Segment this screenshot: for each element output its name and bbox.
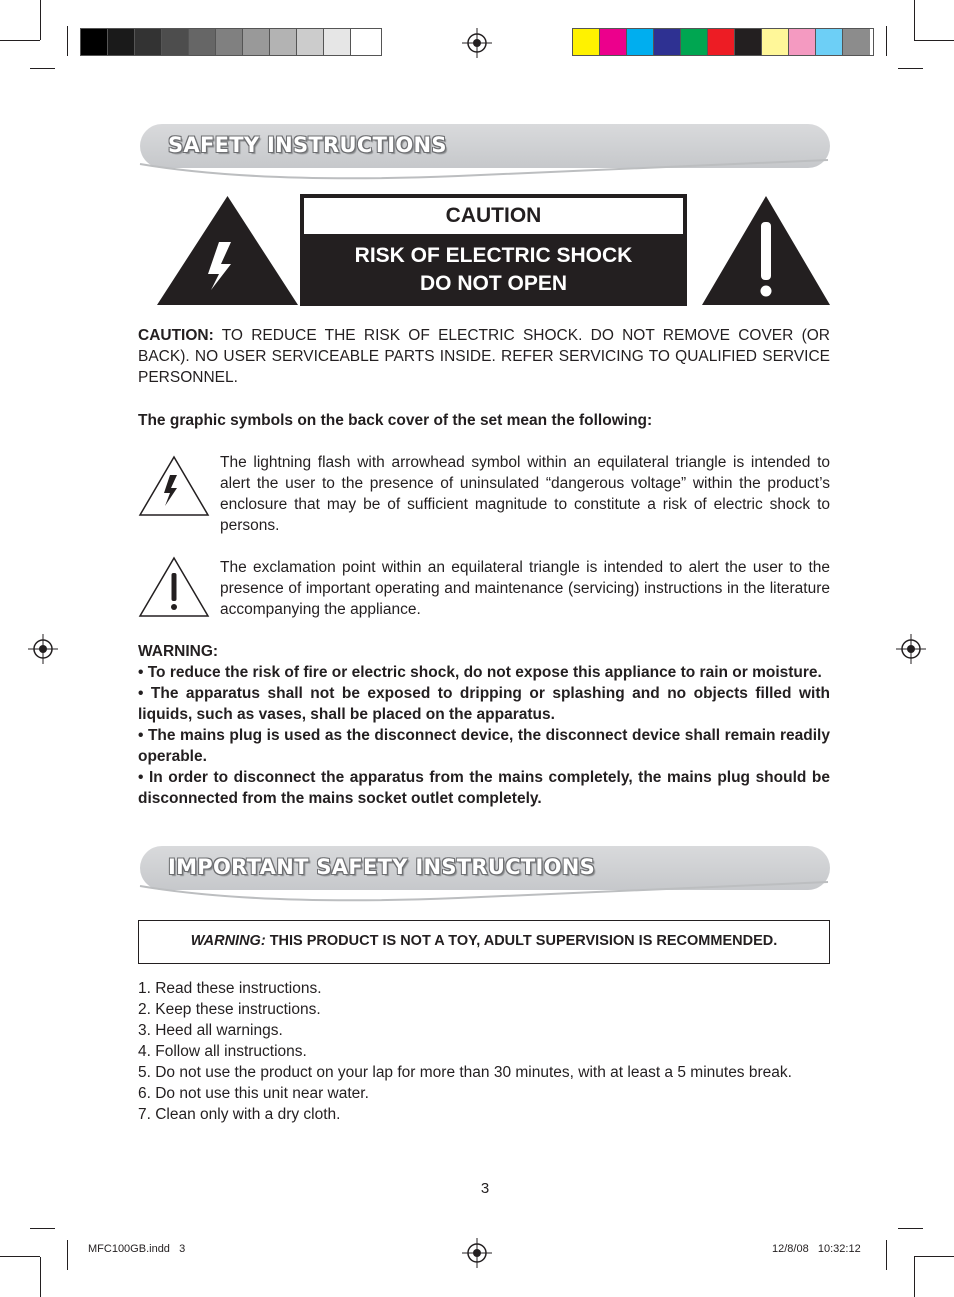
color-swatch <box>816 29 843 55</box>
symbols-heading: The graphic symbols on the back cover of the set mean the following: <box>138 412 653 429</box>
crop-mark <box>40 0 41 40</box>
crop-mark <box>40 1257 41 1297</box>
lightning-symbol-description: The lightning flash with arrowhead symbol within an equilateral triangle is intended to alert the user to the presence of uninsulated “dangerous voltage” within the product’s enclosure that may be of sufficient magnitude to constitute a risk of electric shock to persons. <box>220 454 830 534</box>
crop-mark <box>886 1240 887 1270</box>
color-swatch <box>843 29 870 55</box>
gray-swatch <box>243 29 270 55</box>
toy-warning-label: WARNING: <box>190 933 266 949</box>
crop-mark <box>886 26 887 56</box>
crop-mark <box>30 1228 55 1229</box>
toy-warning-text <box>191 933 778 949</box>
color-swatch <box>789 29 816 55</box>
gray-swatch <box>162 29 189 55</box>
warning-heading: WARNING: <box>138 643 219 660</box>
gray-swatch <box>135 29 162 55</box>
grayscale-bar <box>80 28 382 56</box>
color-swatch <box>681 29 708 55</box>
page-number: 3 <box>480 1180 490 1197</box>
color-swatch <box>600 29 627 55</box>
warning-item: • The apparatus shall not be exposed to dripping or splashing and no objects filled with liquids, such as vases, shall be placed on the apparatus. <box>138 685 830 723</box>
instructions-list <box>138 978 830 1125</box>
gray-swatch <box>351 29 378 55</box>
gray-swatch <box>108 29 135 55</box>
gray-swatch <box>189 29 216 55</box>
list-item: 1. Read these instructions. <box>138 980 322 997</box>
caution-subtext <box>300 242 687 298</box>
color-swatch <box>627 29 654 55</box>
registration-mark-icon <box>462 1238 492 1268</box>
list-item: 3. Heed all warnings. <box>138 1022 283 1039</box>
gray-swatch <box>270 29 297 55</box>
list-item: 5. Do not use the product on your lap for more than 30 minutes, with at least a 5 minutes break. <box>138 1064 792 1081</box>
section-title: IMPORTANT SAFETY INSTRUCTIONS <box>168 855 596 879</box>
crop-mark <box>914 1256 954 1257</box>
caution-title-panel <box>304 198 683 234</box>
caution-label-box <box>300 194 687 306</box>
color-swatch <box>573 29 600 55</box>
gray-swatch <box>81 29 108 55</box>
warning-item: • In order to disconnect the apparatus from the mains completely, the mains plug should be disconnected from the mains socket outlet completely. <box>138 769 830 807</box>
footer-timestamp: 12/8/08 10:32:12 <box>772 1243 861 1255</box>
crop-mark <box>30 68 55 69</box>
crop-mark <box>914 0 915 40</box>
caution-label: CAUTION: <box>138 327 214 344</box>
gray-swatch <box>216 29 243 55</box>
caution-paragraph <box>138 325 830 388</box>
color-bar <box>572 28 874 56</box>
list-item: 6. Do not use this unit near water. <box>138 1085 369 1102</box>
header-swoosh <box>138 150 832 184</box>
lightning-triangle-icon <box>155 194 300 306</box>
section-title: SAFETY INSTRUCTIONS <box>168 133 447 157</box>
lightning-symbol-icon <box>138 455 210 517</box>
warning-block <box>138 641 830 809</box>
gray-swatch <box>324 29 351 55</box>
color-swatch <box>654 29 681 55</box>
exclamation-symbol-description: The exclamation point within an equilateral triangle is intended to alert the user to the presence of important operating and maintenance (servicing) instructions in the literature accompanying the appliance. <box>220 559 830 618</box>
caution-title: CAUTION <box>445 204 542 227</box>
list-item: 4. Follow all instructions. <box>138 1043 307 1060</box>
header-swoosh <box>138 872 832 906</box>
color-swatch <box>708 29 735 55</box>
list-item: 7. Clean only with a dry cloth. <box>138 1106 341 1123</box>
crop-mark <box>914 40 954 41</box>
footer-filename: MFC100GB.indd 3 <box>88 1243 186 1255</box>
list-item: 2. Keep these instructions. <box>138 1001 321 1018</box>
crop-mark <box>67 1240 68 1270</box>
registration-mark-icon <box>462 28 492 58</box>
warning-item: • The mains plug is used as the disconnect device, the disconnect device shall remain readily operable. <box>138 727 830 765</box>
toy-warning-message: THIS PRODUCT IS NOT A TOY, ADULT SUPERVISION IS RECOMMENDED. <box>265 933 778 949</box>
color-swatch <box>762 29 789 55</box>
caution-line-1: RISK OF ELECTRIC SHOCK <box>354 244 633 267</box>
caution-line-2: DO NOT OPEN <box>419 272 567 295</box>
warning-item: • To reduce the risk of fire or electric shock, do not expose this appliance to rain or moisture. <box>138 664 822 681</box>
gray-swatch <box>297 29 324 55</box>
registration-mark-icon <box>28 634 58 664</box>
caution-text: TO REDUCE THE RISK OF ELECTRIC SHOCK. DO NOT REMOVE COVER (OR BACK). NO USER SERVICEABLE PARTS INSIDE. REFER SERVICING TO QUALIFIED SERVICE PERSONNEL. <box>138 327 830 386</box>
crop-mark <box>67 26 68 56</box>
registration-mark-icon <box>896 634 926 664</box>
toy-warning-box <box>138 920 830 964</box>
exclamation-symbol-icon <box>138 556 210 618</box>
crop-mark <box>898 1228 923 1229</box>
color-swatch <box>735 29 762 55</box>
exclamation-triangle-icon <box>700 194 832 306</box>
crop-mark <box>898 68 923 69</box>
crop-mark <box>0 1256 40 1257</box>
crop-mark <box>914 1257 915 1297</box>
crop-mark <box>0 40 40 41</box>
